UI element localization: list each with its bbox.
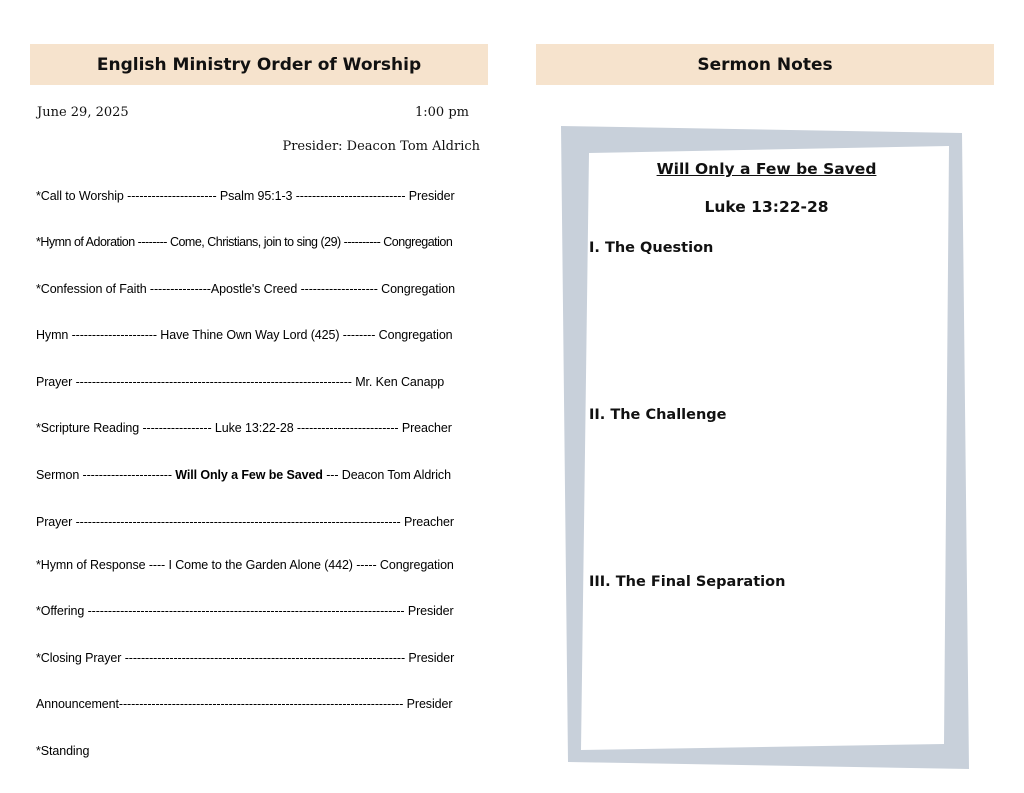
sermon-point-3: III. The Final Separation [589,574,786,590]
order-item-call-to-worship: *Call to Worship ---------------------- Psalm 95:1-3 --------------------------- Presider [36,189,455,203]
order-item-prayer-1: Prayer -------------------------------------------------------------------- Mr. Ken Canapp [36,375,445,389]
order-item-prayer-2: Prayer -------------------------------------------------------------------------------- Preacher [36,515,454,529]
order-item-sermon [36,468,451,482]
notes-frame-border [561,126,969,769]
order-item-announcement: Announcement---------------------------------------------------------------------- Presider [36,697,453,711]
order-of-worship-title: English Ministry Order of Worship [96,54,422,75]
order-item-confession-of-faith: *Confession of Faith ---------------Apostle's Creed ------------------- Congregation [36,282,456,296]
sermon-point-1: I. The Question [589,240,714,256]
order-item-hymn: Hymn --------------------- Have Thine Own Way Lord (425) -------- Congregation [36,328,453,342]
service-date: June 29, 2025 [37,105,129,120]
order-item-scripture-reading: *Scripture Reading ----------------- Luke 13:22-28 ------------------------- Preacher [36,421,452,435]
order-of-worship-header [30,44,488,85]
sermon-title-inline: Will Only a Few be Saved [175,468,323,482]
sermon-label: Sermon ---------------------- [36,468,176,482]
order-item-closing-prayer: *Closing Prayer --------------------------------------------------------------------- Presider [36,651,455,665]
sermon-point-2: II. The Challenge [589,407,727,423]
sermon-notes-reference: Luke 13:22-28 [704,198,829,216]
sermon-notes-heading: Will Only a Few be Saved [656,160,877,178]
notes-frame [556,122,976,774]
presider-line: Presider: Deacon Tom Aldrich [282,139,480,154]
order-item-hymn-of-adoration: *Hymn of Adoration -------- Come, Christians, join to sing (29) ---------- Congregation [36,235,453,249]
order-item-hymn-of-response: *Hymn of Response ---- I Come to the Garden Alone (442) ----- Congregation [36,558,454,572]
sermon-notes-header [536,44,994,85]
sermon-notes-title: Sermon Notes [697,54,833,75]
order-item-offering: *Offering ------------------------------------------------------------------------------ Presider [36,604,454,618]
sermon-preacher: --- Deacon Tom Aldrich [322,468,451,482]
service-time: 1:00 pm [415,105,469,120]
standing-note: *Standing [36,744,90,758]
